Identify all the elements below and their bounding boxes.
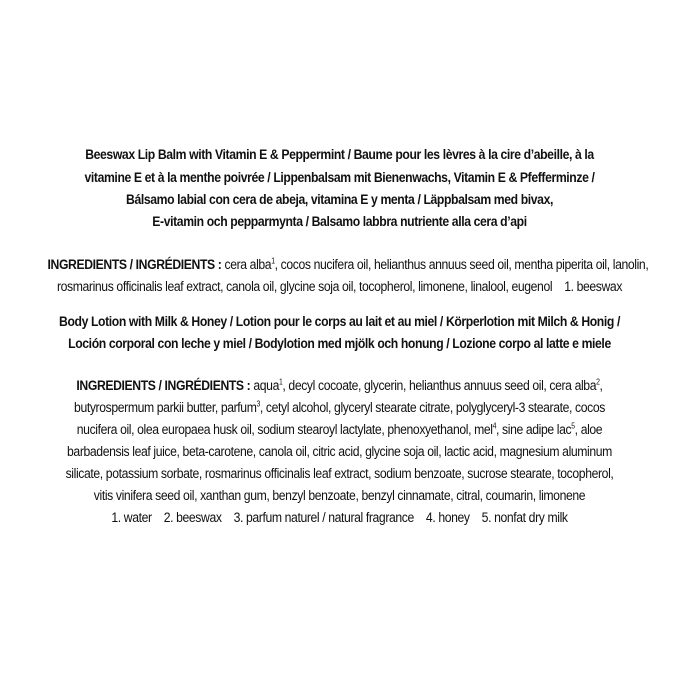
body-lotion-ingredients-line-4: barbadensis leaf juice, beta-carotene, canola oil, citric acid, glycine soja oil, lactic acid, magnesium aluminum xyxy=(67,444,612,460)
body-lotion-ingredients-line-3 xyxy=(48,422,632,438)
footnote-marker: 4 xyxy=(492,421,497,431)
footnote: 2. beeswax xyxy=(163,510,222,526)
footnote: 5. nonfat dry milk xyxy=(481,510,568,526)
lip-balm-title-line-1: Beeswax Lip Balm with Vitamin E & Peppermint / Baume pour les lèvres à la cire d’abeille, à la xyxy=(85,147,594,163)
lip-balm-ingredients-label: INGREDIENTS / INGRÉDIENTS : xyxy=(47,257,222,273)
lip-balm-footnote: 1. beeswax xyxy=(564,279,623,295)
footnote-marker: 2 xyxy=(596,377,600,387)
footnote-marker: 1 xyxy=(271,256,275,266)
ingredient-text: butyrospermum parkii butter, parfum xyxy=(74,400,257,416)
body-lotion-title-line-2: Loción corporal con leche y miel / Bodylotion med mjölk och honung / Lozione corpo al latte e miele xyxy=(68,336,611,352)
ingredient-text: , aloe xyxy=(574,422,603,438)
body-lotion-ingredients-line-2 xyxy=(48,400,632,416)
ingredient-text: , cocos nucifera oil, helianthus annuus seed oil, mentha piperita oil, lanolin, xyxy=(274,257,649,273)
ingredient-text: , cetyl alcohol, glyceryl stearate citrate, polyglyceryl-3 stearate, cocos xyxy=(259,400,605,416)
body-lotion-ingredients-line-6: vitis vinifera seed oil, xanthan gum, benzyl benzoate, benzyl cinnamate, citral, coumarin, limonene xyxy=(93,488,586,504)
body-lotion-footnotes xyxy=(48,510,632,526)
footnote: 3. parfum naturel / natural fragrance xyxy=(233,510,414,526)
body-lotion-ingredients-line-1 xyxy=(48,378,632,394)
lip-balm-title-line-3: Bálsamo labial con cera de abeja, vitamina E y menta / Läppbalsam med bivax, xyxy=(126,192,553,208)
ingredient-text: nucifera oil, olea europaea husk oil, sodium stearoyl lactylate, phenoxyethanol, mel xyxy=(76,422,493,438)
ingredient-text: rosmarinus officinalis leaf extract, canola oil, glycine soja oil, tocopherol, limonene, linalool, eugenol xyxy=(56,279,553,295)
footnote-marker: 5 xyxy=(571,421,575,431)
ingredient-text: cera alba xyxy=(224,257,272,273)
body-lotion-ingredients-line-5: silicate, potassium sorbate, rosmarinus officinalis leaf extract, sodium benzoate, sucrose stearate, tocopherol, xyxy=(65,466,614,482)
footnote: 1. water xyxy=(111,510,152,526)
lip-balm-title-line-2: vitamine E et à la menthe poivrée / Lippenbalsam mit Bienenwachs, Vitamin E & Pfefferminze / xyxy=(84,170,595,186)
lip-balm-title-line-4: E-vitamin och pepparmynta / Balsamo labbra nutriente alla cera d’api xyxy=(152,214,527,230)
lip-balm-ingredients-line-1 xyxy=(47,256,649,273)
lip-balm-ingredients-line-2 xyxy=(48,279,632,295)
ingredient-text: , decyl cocoate, glycerin, helianthus annuus seed oil, cera alba xyxy=(282,378,597,394)
footnote-marker: 3 xyxy=(256,399,260,409)
ingredient-text: , sine adipe lac xyxy=(496,422,572,438)
footnote: 4. honey xyxy=(425,510,470,526)
footnote-marker: 1 xyxy=(278,377,283,387)
ingredient-text: aqua xyxy=(253,378,279,394)
body-lotion-title-line-1: Body Lotion with Milk & Honey / Lotion pour le corps au lait et au miel / Körperlotion mit Milch & Honig / xyxy=(59,314,620,330)
body-lotion-ingredients-label: INGREDIENTS / INGRÉDIENTS : xyxy=(76,378,251,394)
ingredient-text: , xyxy=(599,378,603,394)
